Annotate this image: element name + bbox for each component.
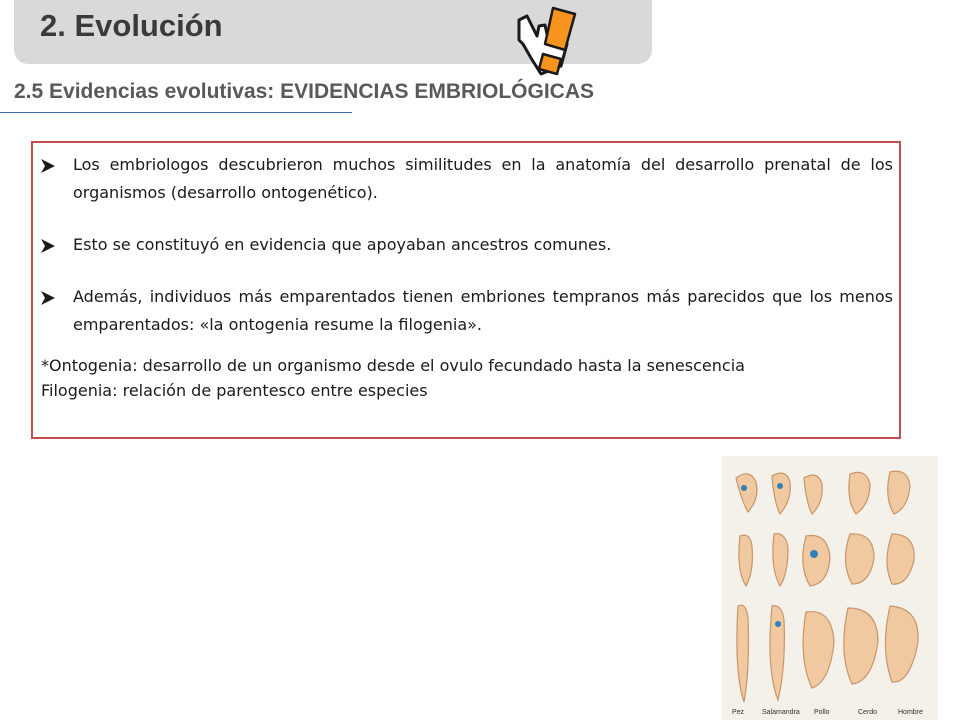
bullet-text: Los embriologos descubrieron muchos similitudes en la anatomía del desarrollo prenatal de los organismos (desarrollo ontogenético). (73, 155, 893, 202)
embryo-eye (810, 550, 818, 558)
arrow-bullet-icon (41, 239, 55, 253)
ontogenia-note: *Ontogenia: desarrollo de un organismo desde el ovulo fecundado hasta la senescencia (41, 356, 745, 375)
bullet-item (41, 283, 893, 339)
arrow-bullet-icon (41, 291, 55, 305)
embryo-eye (775, 621, 781, 627)
figure-label-cerdo: Cerdo (858, 709, 878, 716)
bullet-text: Además, individuos más emparentados tienen embriones tempranos más parecidos que los menos emparentados: «la ontogenia resume la filogenia». (73, 287, 893, 334)
bullet-item (41, 151, 893, 207)
bullet-item (41, 231, 893, 259)
page-title: 2. Evolución (40, 8, 223, 43)
embryo-comparison-image (722, 456, 938, 720)
content-box (31, 141, 901, 439)
figure-label-hombre: Hombre (898, 709, 923, 716)
figure-label-pez: Pez (732, 709, 745, 716)
figure-label-salamandra: Salamandra (762, 709, 800, 716)
embryo-eye (777, 483, 783, 489)
hand-pointer-icon (505, 4, 585, 84)
embryo-eye (741, 485, 747, 491)
figure-label-pollo: Pollo (814, 709, 830, 716)
section-subtitle: 2.5 Evidencias evolutivas: EVIDENCIAS EMBRIOLÓGICAS (14, 80, 594, 103)
bullet-text: Esto se constituyó en evidencia que apoyaban ancestros comunes. (73, 235, 612, 254)
arrow-bullet-icon (41, 159, 55, 173)
filogenia-note: Filogenia: relación de parentesco entre especies (41, 381, 428, 400)
subtitle-underline (0, 112, 352, 113)
